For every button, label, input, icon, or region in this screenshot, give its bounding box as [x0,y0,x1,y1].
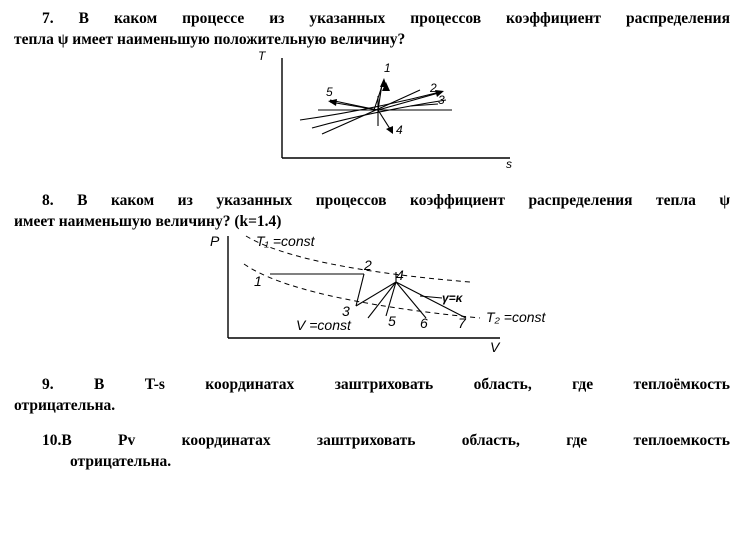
question-8 [14,190,730,232]
ts-arrow-5 [330,102,378,110]
ts-label-3: 3 [438,93,445,107]
pv-point-6: 6 [420,315,428,331]
pv-line-2-3 [356,274,364,306]
pv-point-2: 2 [364,257,372,273]
pv-point-4: 4 [396,267,404,283]
pv-axis-x-label: V [490,339,500,355]
pv-gamma-arrow [420,296,442,298]
pv-t1-label: T₁ =const [256,233,315,249]
question-10 [14,430,730,472]
ts-label-2: 2 [430,81,437,95]
pv-point-1: 1 [254,273,262,289]
question-7-line-2: тепла ψ имеет наименьшую положительную величину? [14,31,406,48]
ts-arrowhead-5 [328,99,337,106]
ts-label-1: 1 [384,61,391,75]
question-8-line-1: 8. В каком из указанных процессов коэффициент распределения тепла ψ [42,192,730,209]
question-10-line-2: отрицательна. [70,453,172,470]
pv-line-4-6 [396,282,426,318]
question-8-line-2: имеет наименьшую величину? (k=1.4) [14,213,282,230]
ts-label-4: 4 [396,123,403,137]
pv-point-5: 5 [388,313,396,329]
pv-point-3: 3 [342,303,350,319]
pv-gamma-label: γ=κ [442,291,463,305]
question-7-line-1: 7. В каком процессе из указанных процессов коэффициент распределения [42,10,730,27]
question-9 [14,374,730,416]
ts-curve-c [322,90,420,134]
question-10-line-1: 10.В Pv координатах заштриховать область, где теплоемкость [42,432,730,449]
pv-point-7: 7 [458,315,466,331]
ts-axis-x-label: s [506,157,512,171]
pv-t2-label: T₂ =const [486,309,546,325]
question-9-line-2: отрицательна. [14,397,116,414]
ts-label-5: 5 [326,85,333,99]
pv-axis-y-label: P [210,233,220,249]
ts-curve-a [300,92,440,120]
ts-axis-y-label: T [258,49,266,63]
pv-v-const-label: V =const [296,317,351,333]
question-9-line-1: 9. В T-s координатах заштриховать область, где теплоёмкость [42,376,730,393]
